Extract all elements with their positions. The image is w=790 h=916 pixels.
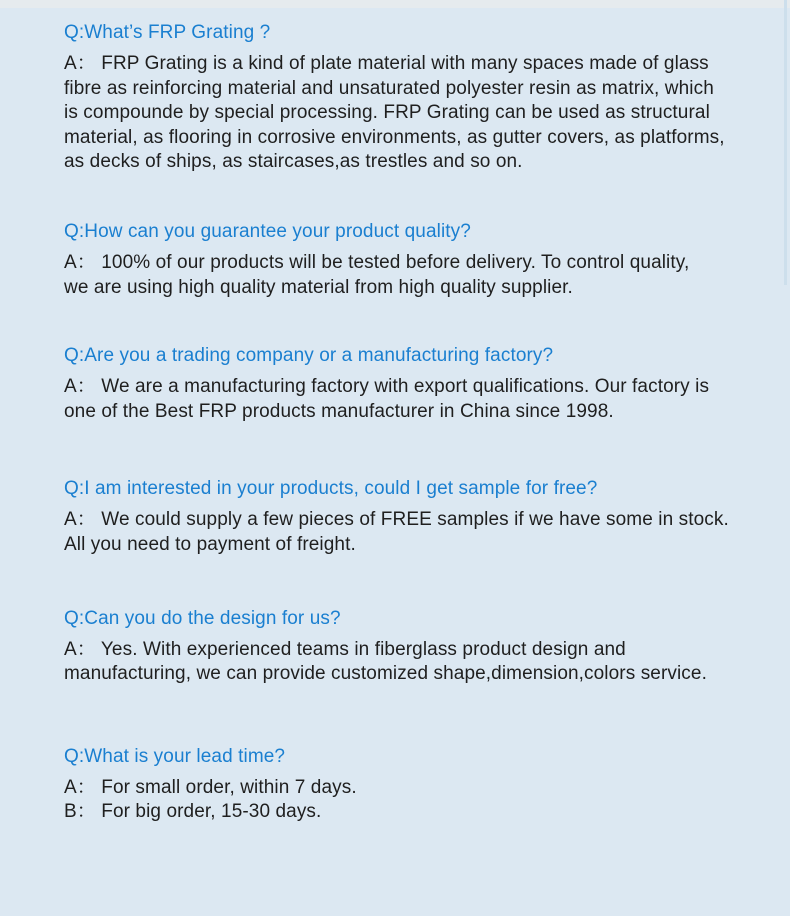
faq-question: Q:What is your lead time?: [64, 745, 286, 767]
faq-question: Q:How can you guarantee your product quality?: [64, 220, 471, 242]
faq-section-free-sample: [64, 478, 760, 557]
faq-answer: A： For small order, within 7 days. B： For big order, 15-30 days.: [64, 776, 357, 823]
faq-section-product-quality: [64, 221, 760, 300]
faq-answer: A： We are a manufacturing factory with export qualifications. Our factory is one of the Best FRP products manufacturer in China since 1998.: [64, 376, 710, 422]
faq-question: Q:I am interested in your products, could I get sample for free?: [64, 478, 598, 500]
faq-section-design-service: [64, 608, 760, 687]
faq-section-what-is-frp-grating: [64, 22, 760, 175]
faq-section-trading-or-factory: [64, 345, 760, 424]
faq-answer: A： We could supply a few pieces of FREE samples if we have some in stock. All you need to payment of freight.: [64, 509, 729, 555]
faq-answer: A： 100% of our products will be tested before delivery. To control quality, we are using high quality material from high quality supplier.: [64, 251, 690, 298]
faq-answer: A： Yes. With experienced teams in fiberglass product design and manufacturing, we can provide customized shape,dimension,colors service.: [64, 638, 707, 685]
faq-answer: A： FRP Grating is a kind of plate material with many spaces made of glass fibre as reinforcing material and unsaturated polyester resin as matrix, which is compounde by special processing. FRP Grating can be used as structural material, as flooring in corrosive environments, as gutter covers, as platforms, as decks of ships, as staircases,as trestles and so on.: [64, 53, 725, 173]
faq-question: Q:Can you do the design for us?: [64, 607, 341, 629]
faq-question: Q:Are you a trading company or a manufacturing factory?: [64, 345, 554, 367]
faq-question: Q:What’s FRP Grating ?: [64, 22, 271, 43]
faq-section-lead-time: [64, 746, 760, 825]
